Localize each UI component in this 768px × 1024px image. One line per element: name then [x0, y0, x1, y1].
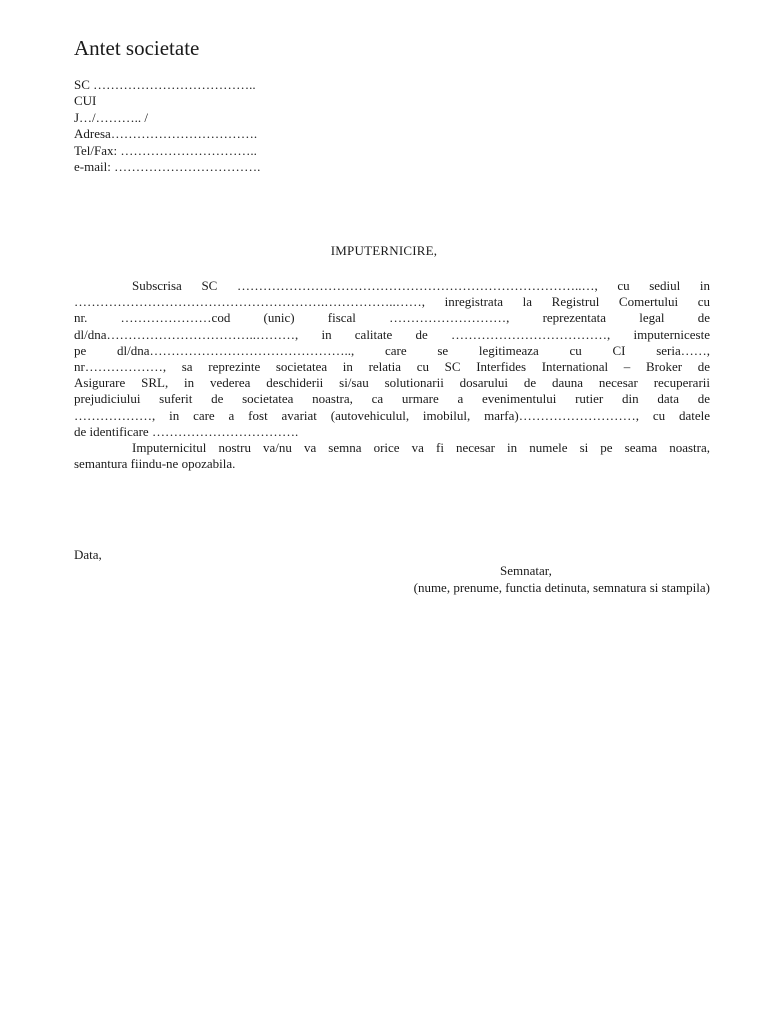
body-line: semantura fiindu-ne opozabila.	[74, 456, 236, 472]
body-line: ………………………………………………….……………..……, inregistrata la Registrul Comertului cu	[74, 294, 710, 310]
company-telfax-line: Tel/Fax: …………………………..	[74, 142, 257, 158]
document-body	[74, 278, 710, 472]
company-cui-line: CUI	[74, 93, 97, 109]
date-label: Data,	[74, 547, 102, 562]
body-line: pe dl/dna……………………………………….., care se legitimeaza cu CI seria……,	[74, 342, 710, 358]
body-line: de identificare …………………………….	[74, 423, 299, 439]
company-j-line: J…/……….. /	[74, 109, 149, 125]
signatory-note: (nume, prenume, functia detinuta, semnatura si stampila)	[413, 580, 710, 595]
body-line: nr………………, sa reprezinte societatea in relatia cu SC Interfides International – Broker de	[74, 358, 710, 374]
company-address-line: Adresa…………………………….	[74, 126, 258, 142]
document-title: IMPUTERNICIRE,	[330, 243, 438, 258]
body-line: Imputernicitul nostru va/nu va semna orice va fi necesar in numele si pe seama noastra,	[132, 439, 710, 455]
body-line: prejudiciului suferit de societatea noastra, ca urmare a evenimentului rutier din data de	[74, 391, 710, 407]
signatory-label: Semnatar,	[500, 563, 552, 578]
body-line: ………………, in care a fost avariat (autovehiculul, imobilul, marfa)………………………, cu datele	[74, 407, 710, 423]
company-details-block	[74, 77, 260, 175]
body-line: Subscrisa SC ……………………………………………………………………..…, cu sediul in	[132, 278, 710, 293]
body-line: Asigurare SRL, in vederea deschiderii si/sau solutionarii dosarului de dauna necesar recuperarii	[74, 375, 710, 391]
company-email-line: e-mail: …………………………….	[74, 158, 261, 174]
body-line: nr. …………………cod (unic) fiscal ………………………, reprezentata legal de	[74, 310, 710, 326]
body-line: dl/dna……………………………..………, in calitate de ………………………………, imputerniceste	[74, 326, 710, 342]
company-sc-line: SC ………………………………..	[74, 77, 256, 92]
company-header-title: Antet societate	[74, 36, 200, 60]
